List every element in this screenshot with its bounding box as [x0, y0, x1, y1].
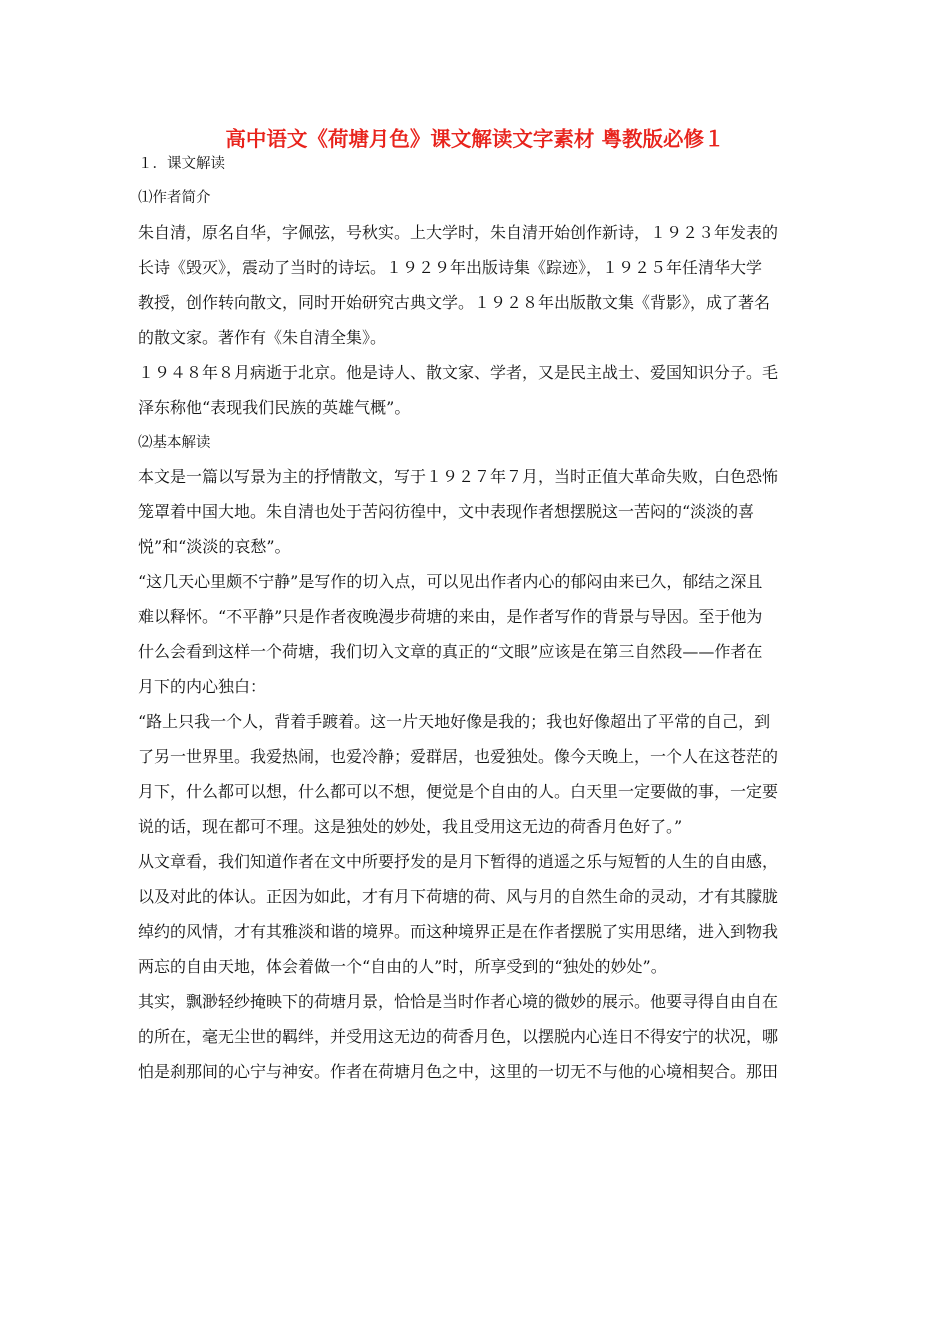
text-line: 朱自清，原名自华，字佩弦，号秋实。上大学时，朱自清开始创作新诗，１９２３年发表的: [138, 223, 779, 242]
text-line: 从文章看，我们知道作者在文中所要抒发的是月下暂得的逍遥之乐与短暂的人生的自由感，: [138, 852, 779, 871]
paragraph-author-death: [138, 355, 818, 425]
paragraph-basic-1: [138, 459, 818, 564]
section-heading: １．课文解读: [138, 156, 225, 172]
paragraph-basic-5: [138, 984, 818, 1089]
text-line: 笼罩着中国大地。朱自清也处于苦闷彷徨中，文中表现作者想摆脱这一苦闷的“淡淡的喜: [138, 502, 755, 521]
document-title: 高中语文《荷塘月色》课文解读文字素材 粤教版必修１: [225, 127, 725, 151]
text-line: 月下，什么都可以想，什么都可以不想，便觉是个自由的人。白天里一定要做的事，一定要: [138, 782, 779, 801]
text-line: 两忘的自由天地，体会着做一个“自由的人”时，所享受到的“独处的妙处”。: [138, 957, 667, 976]
text-line: 绰约的风情，才有其雅淡和谐的境界。而这种境界正是在作者摆脱了实用思绪，进入到物我: [138, 922, 779, 941]
text-line: 难以释怀。“不平静”只是作者夜晚漫步荷塘的来由，是作者写作的背景与导因。至于他为: [138, 607, 763, 626]
text-line: 本文是一篇以写景为主的抒情散文，写于１９２７年７月，当时正值大革命失败，白色恐怖: [138, 467, 779, 486]
text-line: 教授，创作转向散文，同时开始研究古典文学。１９２８年出版散文集《背影》，成了著名: [138, 293, 771, 312]
paragraph-basic-3-quote: [138, 704, 818, 844]
sub-heading-author: ⑴作者简介: [138, 190, 211, 206]
text-line: 了另一世界里。我爱热闹，也爱冷静；爱群居，也爱独处。像今天晚上，一个人在这苍茫的: [138, 747, 779, 766]
text-line: 什么会看到这样一个荷塘，我们切入文章的真正的“文眼”应该是在第三自然段——作者在: [138, 642, 763, 661]
text-line: 悦”和“淡淡的哀愁”。: [138, 537, 291, 556]
text-line: “这几天心里颇不宁静”是写作的切入点，可以见出作者内心的郁闷由来已久，郁结之深且: [138, 572, 763, 591]
text-line: 的散文家。著作有《朱自清全集》。: [138, 328, 387, 347]
text-line: 说的话，现在都可不理。这是独处的妙处，我且受用这无边的荷香月色好了。”: [138, 817, 683, 836]
text-line: “路上只我一个人，背着手踱着。这一片天地好像是我的；我也好像超出了平常的自己，到: [138, 712, 771, 731]
text-line: 泽东称他“表现我们民族的英雄气概”。: [138, 398, 411, 417]
text-line: 怕是刹那间的心宁与神安。作者在荷塘月色之中，这里的一切无不与他的心境相契合。那田: [138, 1062, 779, 1081]
text-line: 长诗《毁灭》，震动了当时的诗坛。１９２９年出版诗集《踪迹》，１９２５年任清华大学: [138, 258, 763, 277]
text-line: 的所在，毫无尘世的羁绊，并受用这无边的荷香月色，以摆脱内心连日不得安宁的状况，哪: [138, 1027, 779, 1046]
document-body: [138, 152, 818, 1089]
text-line: 以及对此的体认。正因为如此，才有月下荷塘的荷、风与月的自然生命的灵动，才有其朦胧: [138, 887, 779, 906]
paragraph-basic-2: [138, 564, 818, 704]
paragraph-basic-4: [138, 844, 818, 984]
text-line: １９４８年８月病逝于北京。他是诗人、散文家、学者，又是民主战士、爱国知识分子。毛: [138, 363, 779, 382]
sub-heading-basic: ⑵基本解读: [138, 435, 211, 451]
paragraph-author-bio: [138, 215, 818, 355]
text-line: 月下的内心独白：: [138, 677, 267, 696]
text-line: 其实，飘渺轻纱掩映下的荷塘月景，恰恰是当时作者心境的微妙的展示。他要寻得自由自在: [138, 992, 779, 1011]
